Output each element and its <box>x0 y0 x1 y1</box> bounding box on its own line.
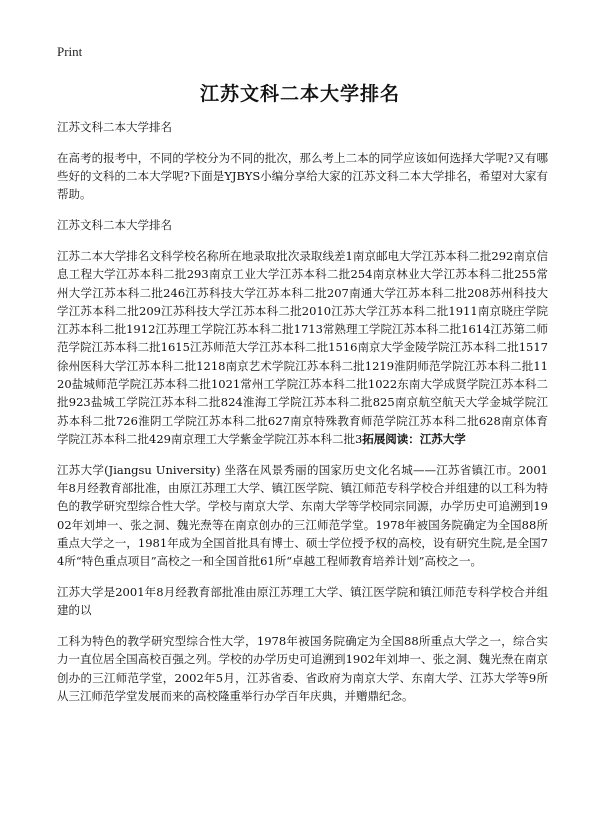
ranking-text: 江苏二本大学排名文科学校名称所在地录取批次录取线差1南京邮电大学江苏本科二批292南京信息工程大学江苏本科二批293南京工业大学江苏本科二批254南京林业大学江苏本科二批255常州大学江苏本科二批246江苏科技大学江苏本科二批207南通大学江苏本科二批208苏州科技大学江苏本科二批209江苏科技大学江苏本科二批2010江苏大学江苏本科二批1911南京晓庄学院江苏本科二批1912江苏理工学院江苏本科二批1713常熟理工学院江苏本科二批1614江苏第二师范学院江苏本科二批1615江苏师范大学江苏本科二批1516南京大学金陵学院江苏本科二批1517徐州医科大学江苏本科二批1218南京艺术学院江苏本科二批1219淮阴师范学院江苏本科二批1120盐城师范学院江苏本科二批1021常州工学院江苏本科二批1022东南大学成贤学院江苏本科二批923盐城工学院江苏本科二批824淮海工学院江苏本科二批825南京航空航天大学金城学院江苏本科二批726淮阴工学院江苏本科二批627南京特殊教育师范学院江苏本科二批628南京体育学院江苏本科二批429南京理工大学紫金学院江苏本科二批3 <box>57 248 548 446</box>
history-paragraph: 工科为特色的教学研究型综合性大学，1978年被国务院确定为全国88所重点大学之一，综合实力一直位居全国高校百强之列。学校的办学历史可追溯到1902年刘坤一、张之洞、魏光焘在南京创办的三江师范学堂，2002年5月，江苏省委、省政府为南京大学、东南大学、江苏大学等9所从三江师范学堂发展而来的高校隆重举行办学百年庆典，并赠鼎纪念。 <box>57 634 548 704</box>
section-subtitle-2: 江苏文科二本大学排名 <box>57 218 172 233</box>
intro-paragraph: 在高考的报考中，不同的学校分为不同的批次，那么考上二本的同学应该如何选择大学呢?又有哪些好的文科的二本大学呢?下面是YJBYS小编分享给大家的江苏文科二本大学排名，希望对大家有帮助。 <box>57 150 548 202</box>
extended-reading-link: 拓展阅读：江苏大学 <box>362 431 466 446</box>
print-link[interactable]: Print <box>57 44 83 59</box>
jiangsu-intro-paragraph: 江苏大学(Jiangsu University) 坐落在风景秀丽的国家历史文化名城——江苏省镇江市。2001年8月经教育部批准，由原江苏理工大学、镇江医学院、镇江师范专科学校合并组建的以工科为特色的教学研究型综合性大学。学校与南京大学、东南大学等学校同宗同源，办学历史可追溯到1902年刘坤一、张之洞、魏光焘等在南京创办的三江师范学堂。1978年被国务院确定为全国88所重点大学之一，1981年成为全国首批具有博士、硕士学位授予权的高校，设有研究生院,是全国74所“特色重点项目”高校之一和全国首批61所“卓越工程师教育培养计划”高校之一。 <box>57 462 548 569</box>
article-body <box>57 118 548 718</box>
section-subtitle-1: 江苏文科二本大学排名 <box>57 120 172 134</box>
merger-note-paragraph: 江苏大学是2001年8月经教育部批准由原江苏理工大学、镇江医学院和镇江师范专科学校合并组建的以 <box>57 585 548 618</box>
ranking-paragraph <box>57 247 548 448</box>
page-title: 江苏文科二本大学排名 <box>199 83 400 105</box>
